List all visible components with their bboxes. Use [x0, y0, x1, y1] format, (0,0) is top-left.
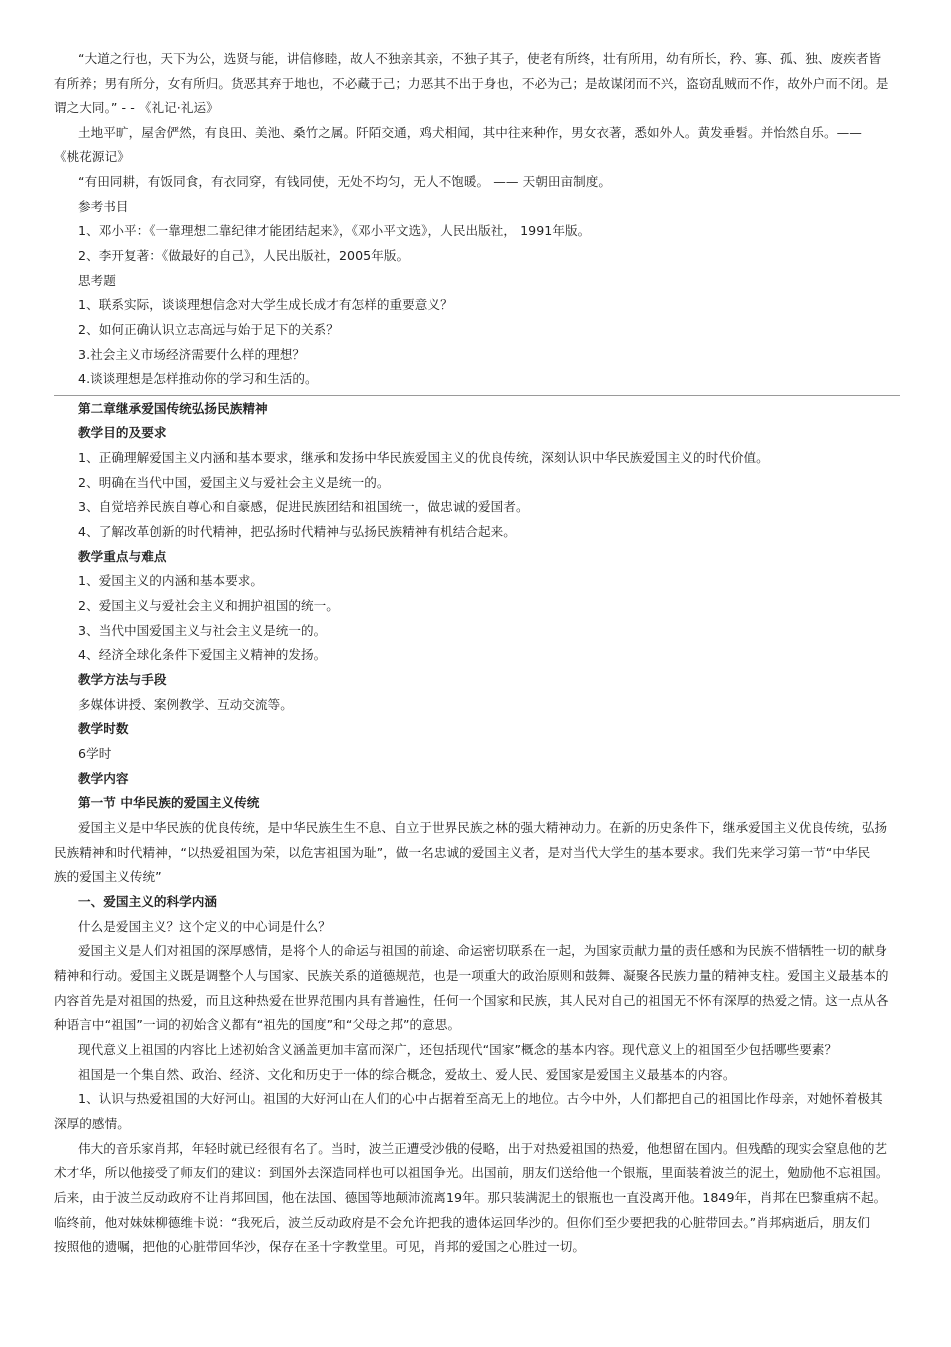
quote-line: 土地平旷，屋舍俨然，有良田、美池、桑竹之属。阡陌交通，鸡犬相闻，其中往来种作，男女衣著，悉如外人。黄发垂髫。并怡然自乐。—— [78, 125, 862, 140]
question-item: 2、如何正确认识立志高远与始于足下的关系？ [78, 322, 339, 337]
goal-item: 1、正确理解爱国主义内涵和基本要求，继承和发扬中华民族爱国主义的优良传统，深刻认识中华民族爱国主义的时代价值。 [78, 450, 769, 465]
hours-text: 6学时 [78, 746, 112, 761]
quote-line: 有所养；男有所分，女有所归。货恶其弃于地也，不必藏于己；力恶其不出于身也，不必为己；是故谋闭而不兴，盗窃乱贼而不作，故外户而不闭。是 [54, 76, 889, 91]
question-item: 3.社会主义市场经济需要什么样的理想？ [78, 347, 306, 362]
paragraph-line: 后来，由于波兰反动政府不让肖邦回国，他在法国、德国等地颠沛流离19年。那只装满泥土的银瓶也一直没离开他。1849年，肖邦在巴黎重病不起。 [54, 1190, 887, 1205]
questions-heading: 思考题 [78, 273, 116, 288]
goals-heading: 教学目的及要求 [78, 425, 167, 440]
paragraph-line: 民族精神和时代精神，“以热爱祖国为荣，以危害祖国为耻”，做一名忠诚的爱国主义者，是对当代大学生的基本要求。我们先来学习第一节“中华民 [54, 845, 871, 860]
key-item: 1、爱国主义的内涵和基本要求。 [78, 573, 264, 588]
methods-text: 多媒体讲授、案例教学、互动交流等。 [78, 697, 293, 712]
reference-item: 1、邓小平：《一靠理想二靠纪律才能团结起来》，《邓小平文选》，人民出版社， 1991年版。 [78, 223, 591, 238]
content-heading: 教学内容 [78, 771, 129, 786]
quote-line: 《桃花源记》 [54, 149, 130, 164]
chapter-title: 第二章继承爱国传统弘扬民族精神 [78, 401, 268, 416]
question-item: 1、联系实际，谈谈理想信念对大学生成长成才有怎样的重要意义？ [78, 297, 453, 312]
methods-heading: 教学方法与手段 [78, 672, 167, 687]
paragraph-line: 现代意义上祖国的内容比上述初始含义涵盖更加丰富而深广，还包括现代“国家”概念的基本内容。现代意义上的祖国至少包括哪些要素？ [78, 1042, 838, 1057]
references-heading: 参考书目 [78, 199, 129, 214]
goal-item: 4、了解改革创新的时代精神，把弘扬时代精神与弘扬民族精神有机结合起来。 [78, 524, 516, 539]
paragraph-line: 临终前，他对妹妹柳德维卡说：“我死后，波兰反动政府是不会允许把我的遗体运回华沙的。但你们至少要把我的心脏带回去。”肖邦病逝后，朋友们 [54, 1215, 871, 1230]
hours-heading: 教学时数 [78, 721, 129, 736]
paragraph-line: 伟大的音乐家肖邦，年轻时就已经很有名了。当时，波兰正遭受沙俄的侵略，出于对热爱祖国的热爱，他想留在国内。但残酷的现实会窒息他的艺 [78, 1141, 888, 1156]
key-item: 4、经济全球化条件下爱国主义精神的发扬。 [78, 647, 327, 662]
quote-line: “大道之行也，天下为公，选贤与能，讲信修睦，故人不独亲其亲，不独子其子，使老有所终，壮有所用，幼有所长，矜、寡、孤、独、废疾者皆 [78, 51, 882, 66]
question-item: 4.谈谈理想是怎样推动你的学习和生活的。 [78, 371, 318, 386]
paragraph-line: 爱国主义是人们对祖国的深厚感情，是将个人的命运与祖国的前途、命运密切联系在一起，为国家贡献力量的责任感和为民族不惜牺牲一切的献身 [78, 943, 888, 958]
paragraph-line: 爱国主义是中华民族的优良传统，是中华民族生生不息、自立于世界民族之林的强大精神动力。在新的历史条件下，继承爱国主义优良传统，弘扬 [78, 820, 888, 835]
paragraph-line: 精神和行动。爱国主义既是调整个人与国家、民族关系的道德规范，也是一项重大的政治原则和鼓舞、凝聚各民族力量的精神支柱。爱国主义最基本的 [54, 968, 889, 983]
paragraph-line: 什么是爱国主义？这个定义的中心词是什么？ [78, 919, 331, 934]
keys-heading: 教学重点与难点 [78, 549, 167, 564]
key-item: 2、爱国主义与爱社会主义和拥护祖国的统一。 [78, 598, 339, 613]
section-divider [54, 395, 900, 396]
section-title: 第一节 中华民族的爱国主义传统 [78, 795, 260, 810]
paragraph-line: 1、认识与热爱祖国的大好河山。祖国的大好河山在人们的心中占据着至高无上的地位。古今中外，人们都把自己的祖国比作母亲，对她怀着极其 [78, 1091, 883, 1106]
quote-line: 谓之大同。” - - 《礼记·礼运》 [54, 100, 219, 115]
paragraph-line: 种语言中“祖国”一词的初始含义都有“祖先的国度”和“父母之邦”的意思。 [54, 1017, 461, 1032]
reference-item: 2、李开复著：《做最好的自己》，人民出版社，2005年版。 [78, 248, 410, 263]
goal-item: 2、明确在当代中国，爱国主义与爱社会主义是统一的。 [78, 475, 390, 490]
quote-line: “有田同耕，有饭同食，有衣同穿，有钱同使，无处不均匀，无人不饱暖。 —— 天朝田亩制度。 [78, 174, 612, 189]
paragraph-line: 族的爱国主义传统” [54, 869, 162, 884]
paragraph-line: 术才华，所以他接受了师友们的建议：到国外去深造同样也可以祖国争光。出国前，朋友们送给他一个银瓶，里面装着波兰的泥土，勉励他不忘祖国。 [54, 1165, 889, 1180]
key-item: 3、当代中国爱国主义与社会主义是统一的。 [78, 623, 327, 638]
paragraph-line: 祖国是一个集自然、政治、经济、文化和历史于一体的综合概念，爱故土、爱人民、爱国家是爱国主义最基本的内容。 [78, 1067, 736, 1082]
paragraph-line: 内容首先是对祖国的热爱，而且这种热爱在世界范围内具有普遍性，任何一个国家和民族，其人民对自己的祖国无不怀有深厚的热爱之情。这一点从各 [54, 993, 889, 1008]
paragraph-line: 按照他的遗嘱，把他的心脏带回华沙，保存在圣十字教堂里。可见，肖邦的爱国之心胜过一切。 [54, 1239, 586, 1254]
goal-item: 3、自觉培养民族自尊心和自豪感，促进民族团结和祖国统一，做忠诚的爱国者。 [78, 499, 529, 514]
paragraph-line: 深厚的感情。 [54, 1116, 130, 1131]
subsection-title: 一、爱国主义的科学内涵 [78, 894, 218, 909]
